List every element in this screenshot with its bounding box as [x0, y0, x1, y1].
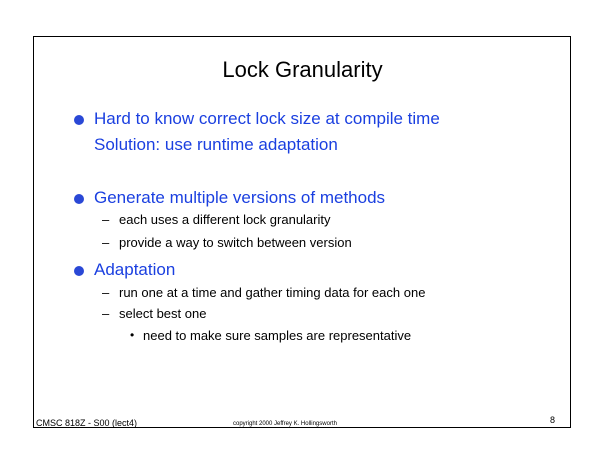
footer-course: CMSC 818Z - S00 (lect4)	[36, 418, 138, 428]
dash-icon: –	[102, 212, 110, 227]
bullet-2-text: Generate multiple versions of methods	[94, 188, 386, 207]
bullet-3-sub-1: run one at a time and gather timing data for each one	[119, 285, 426, 300]
bullet-icon	[74, 194, 84, 204]
slide-frame	[33, 36, 571, 428]
bullet-icon	[74, 115, 84, 125]
footer-copyright: copyright 2000 Jeffrey K. Hollingsworth	[233, 421, 337, 427]
slide-title: Lock Granularity	[222, 57, 383, 82]
dash-icon: –	[102, 285, 110, 300]
page-number: 8	[550, 415, 556, 425]
bullet-3-subsub-1: need to make sure samples are representative	[143, 328, 412, 343]
bullet-2-sub-1: each uses a different lock granularity	[119, 212, 331, 227]
bullet-icon	[74, 266, 84, 276]
bullet-3-sub-2: select best one	[119, 306, 207, 321]
bullet-3-text: Adaptation	[94, 260, 176, 279]
dash-icon: –	[102, 235, 110, 250]
bullet-2-sub-2: provide a way to switch between version	[119, 235, 352, 250]
dot-icon: •	[130, 328, 135, 342]
bullet-1-line-2: Solution: use runtime adaptation	[94, 135, 338, 154]
bullet-1-line-1: Hard to know correct lock size at compile time	[94, 109, 440, 128]
dash-icon: –	[102, 306, 110, 321]
